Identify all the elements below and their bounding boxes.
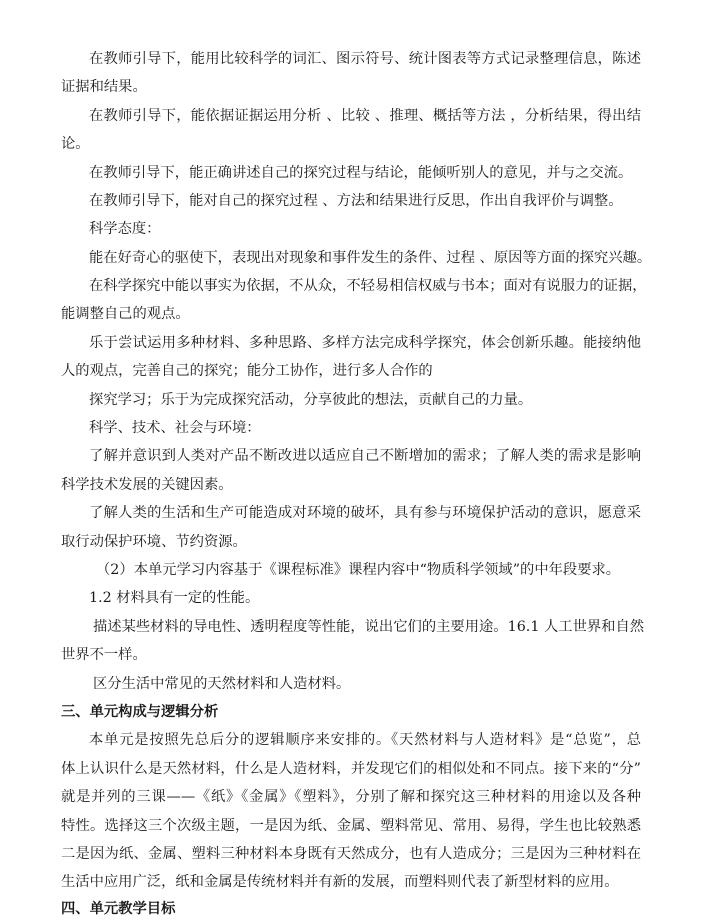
paragraph-line: 特性。选择这三个次级主题，一是因为纸、金属、塑料常见、常用、易得，学生也比较熟悉 [61, 818, 641, 834]
paragraph-line: 乐于尝试运用多种材料、多种思路、多样方法完成科学探究，体会创新乐趣。能接纳他 [89, 335, 641, 351]
paragraph-line: 探究学习；乐于为完成探究活动，分享彼此的想法，贡献自己的力量。 [89, 392, 533, 408]
paragraph-line: 取行动保护环境、节约资源。 [61, 534, 247, 550]
section-label: 科学、技术、社会与环境： [89, 420, 261, 436]
section-heading: 四、单元教学目标 [61, 901, 176, 917]
paragraph-line: 能在好奇心的驱使下，表现出对现象和事件发生的条件、过程 、原因等方面的探究兴趣。 [89, 250, 652, 266]
paragraph-line: 体上认识什么是天然材料，什么是人造材料，并发现它们的相似处和不同点。接下来的“分” [61, 761, 641, 777]
paragraph-line: 二是因为纸、金属、塑料三种材料本身既有天然成分，也有人造成分；三是因为三种材料在 [61, 846, 641, 862]
paragraph-line: 区分生活中常见的天然材料和人造材料。 [93, 676, 351, 692]
paragraph-line: 在教师引导下，能依据证据运用分析 、比较 、推理、概括等方法 ，分析结果，得出结 [89, 108, 641, 124]
paragraph-line: 人的观点，完善自己的探究；能分工协作，进行多人合作的 [61, 363, 433, 379]
paragraph-line: 就是并列的三课——《纸》《金属》《塑料》，分别了解和探究这三种材料的用途以及各种 [61, 789, 641, 805]
paragraph-line: 在教师引导下，能正确讲述自己的探究过程与结论，能倾听别人的意见，并与之交流。 [89, 165, 633, 181]
paragraph-line: 了解人类的生活和生产可能造成对环境的破坏，具有参与环境保护活动的意识，愿意采 [89, 505, 641, 521]
paragraph-line: 论。 [61, 136, 90, 152]
paragraph-line: 能调整自己的观点。 [61, 306, 190, 322]
paragraph-line: （2）本单元学习内容基于《课程标准》课程内容中“物质科学领域”的中年段要求。 [96, 562, 621, 578]
paragraph-line: 生活中应用广泛，纸和金属是传统材料并有新的发展，而塑料则代表了新型材料的应用。 [61, 874, 619, 890]
paragraph-line: 1.2 材料具有一定的性能。 [89, 590, 260, 606]
paragraph-line: 在教师引导下，能用比较科学的词汇、图示符号、统计图表等方式记录整理信息，陈述 [89, 51, 641, 67]
paragraph-line: 描述某些材料的导电性、透明程度等性能，说出它们的主要用途。16.1 人工世界和自然 [93, 619, 645, 635]
paragraph-line: 世界不一样。 [61, 647, 147, 663]
paragraph-line: 了解并意识到人类对产品不断改进以适应自己不断增加的需求；了解人类的需求是影响 [89, 448, 641, 464]
paragraph-line: 本单元是按照先总后分的逻辑顺序来安排的。《天然材料与人造材料》是“总览”，总 [89, 732, 641, 748]
paragraph-line: 在教师引导下，能对自己的探究过程 、方法和结果进行反思，作出自我评价与调整。 [89, 193, 623, 209]
paragraph-line: 科学技术发展的关键因素。 [61, 477, 233, 493]
section-label: 科学态度： [89, 221, 161, 237]
section-heading: 三、单元构成与逻辑分析 [61, 704, 219, 720]
paragraph-line: 在科学探究中能以事实为依据，不从众，不轻易相信权威与书本；面对有说服力的证据， [89, 278, 647, 294]
paragraph-line: 证据和结果。 [61, 79, 147, 95]
